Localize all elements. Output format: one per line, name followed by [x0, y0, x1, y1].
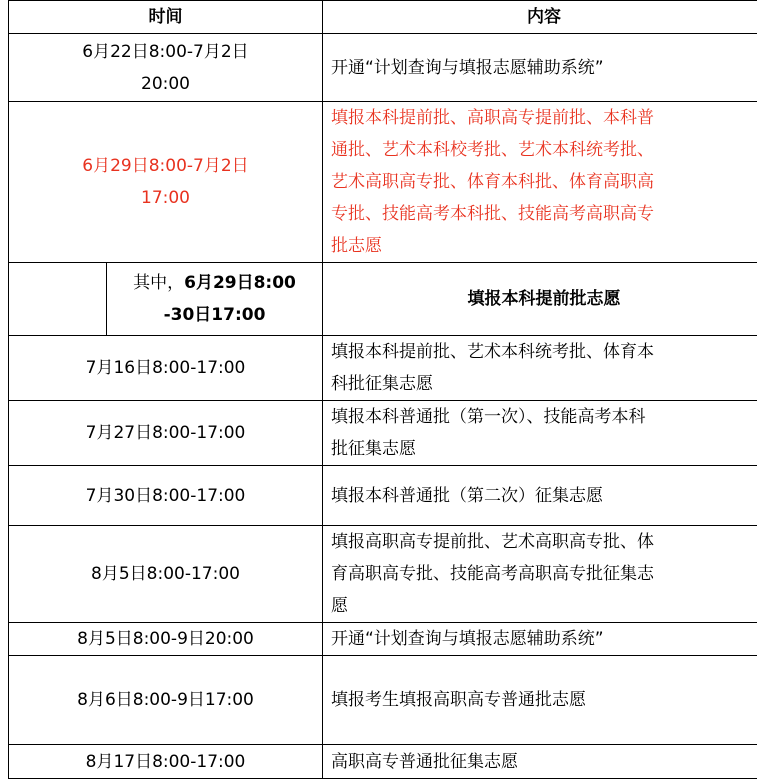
- sub-note-time: 6月29日8:00 -30日17:00: [164, 273, 296, 325]
- header-content: 内容: [323, 1, 757, 34]
- table-row: [9, 466, 757, 526]
- content-cell: 填报本科普通批（第二次）征集志愿: [323, 466, 757, 526]
- time-cell: 8月5日8:00-17:00: [9, 526, 323, 623]
- content-cell: 开通“计划查询与填报志愿辅助系统”: [323, 623, 757, 656]
- table-row: [9, 34, 757, 102]
- indent-cell: [9, 263, 107, 336]
- content-cell: 填报高职高专提前批、艺术高职高专批、体 育高职高专批、技能高考高职高专批征集志 愿: [323, 526, 757, 623]
- time-cell: 6月22日8:00-7月2日 20:00: [9, 34, 323, 102]
- sub-note-cell: [107, 263, 323, 336]
- content-cell: 填报本科提前批、艺术本科统考批、体育本 科批征集志愿: [323, 336, 757, 401]
- time-cell: 7月30日8:00-17:00: [9, 466, 323, 526]
- content-cell: 开通“计划查询与填报志愿辅助系统”: [323, 34, 757, 102]
- table-row: [9, 656, 757, 745]
- content-cell: 填报本科普通批（第一次）、技能高考本科 批征集志愿: [323, 401, 757, 466]
- sub-note-prefix: 其中，: [133, 273, 184, 293]
- table-row: [9, 401, 757, 466]
- time-cell: 8月6日8:00-9日17:00: [9, 656, 323, 745]
- table-row: [9, 526, 757, 623]
- time-cell: 6月29日8:00-7月2日 17:00: [9, 102, 323, 263]
- content-cell: 高职高专普通批征集志愿: [323, 745, 757, 779]
- table-row-highlight: [9, 102, 757, 263]
- table-row-subnote: [9, 263, 757, 336]
- time-cell: 8月17日8:00-17:00: [9, 745, 323, 779]
- content-cell: 填报考生填报高职高专普通批志愿: [323, 656, 757, 745]
- table-row: [9, 336, 757, 401]
- header-row: [9, 1, 757, 34]
- time-cell: 7月27日8:00-17:00: [9, 401, 323, 466]
- content-cell: 填报本科提前批志愿: [323, 263, 757, 336]
- time-cell: 8月5日8:00-9日20:00: [9, 623, 323, 656]
- header-time: 时间: [9, 1, 323, 34]
- schedule-table: [8, 0, 757, 779]
- content-cell: 填报本科提前批、高职高专提前批、本科普 通批、艺术本科校考批、艺术本科统考批、 艺术高职高专批、体育本科批、体育高职高 专批、技能高考本科批、技能高考高职高专 批志愿: [323, 102, 757, 263]
- table-row: [9, 745, 757, 779]
- table-row: [9, 623, 757, 656]
- time-cell: 7月16日8:00-17:00: [9, 336, 323, 401]
